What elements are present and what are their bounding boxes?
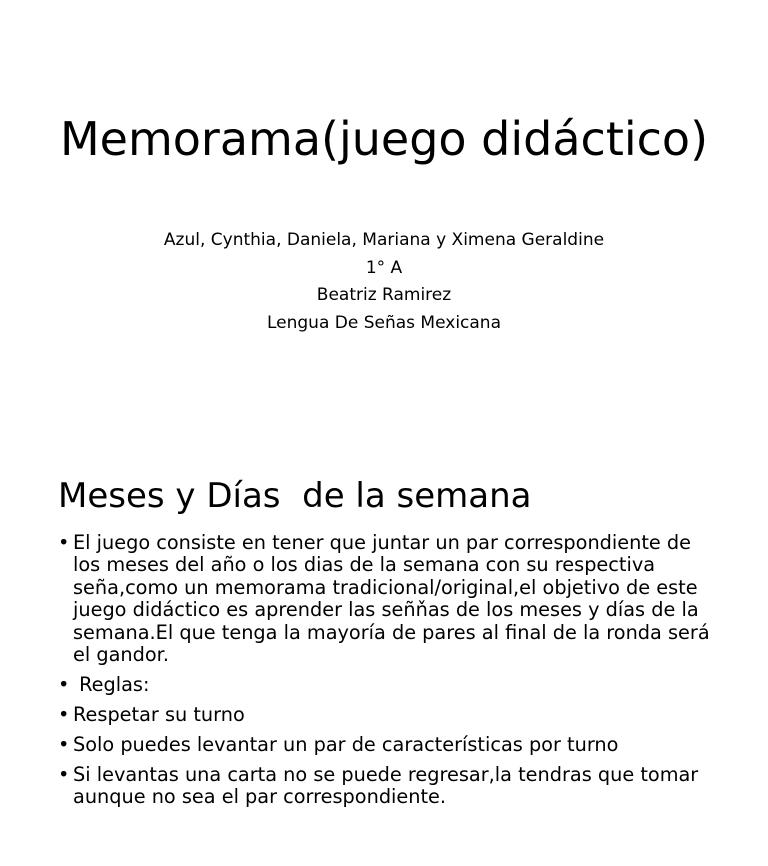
list-item	[58, 764, 718, 809]
bullet-marker: •	[58, 531, 70, 554]
content-slide	[0, 430, 768, 866]
title-slide	[0, 0, 768, 430]
slide-subtitle	[0, 227, 768, 337]
bullet-text: Reglas:	[73, 672, 150, 696]
subtitle-teacher: Beatriz Ramirez	[316, 285, 452, 305]
bullet-marker: •	[58, 702, 70, 726]
list-item	[58, 532, 718, 666]
bullet-text: El juego consiste en tener que juntar un par correspondiente de los meses del año o los dias de la semana con su respectiva seña,como un memorama tradicional/original,el objetivo de este juego didáctico es aprender las señňas de los meses y días de la semana.El que tenga la mayoría de pares al final de la ronda será el gandor.	[73, 531, 710, 667]
subtitle-group: 1° A	[365, 257, 403, 278]
bullet-marker: •	[58, 762, 70, 786]
slide-title: Memorama(juego didáctico)	[59, 112, 709, 166]
slide-heading: Meses y Días de la semana	[58, 476, 532, 516]
bullet-list	[58, 532, 718, 816]
subtitle-subject: Lengua De Señas Mexicana	[266, 312, 501, 333]
list-item	[58, 704, 718, 726]
bullet-text: Si levantas una carta no se puede regresar,la tendras que tomar aunque no sea el par correspondiente.	[73, 762, 699, 809]
list-item	[58, 674, 718, 696]
bullet-text: Solo puedes levantar un par de características por turno	[73, 732, 619, 756]
subtitle-students: Azul, Cynthia, Daniela, Mariana y Ximena Geraldine	[163, 230, 605, 250]
bullet-marker: •	[58, 732, 70, 756]
list-item	[58, 734, 718, 756]
bullet-marker: •	[58, 672, 70, 696]
bullet-text: Respetar su turno	[73, 702, 245, 726]
